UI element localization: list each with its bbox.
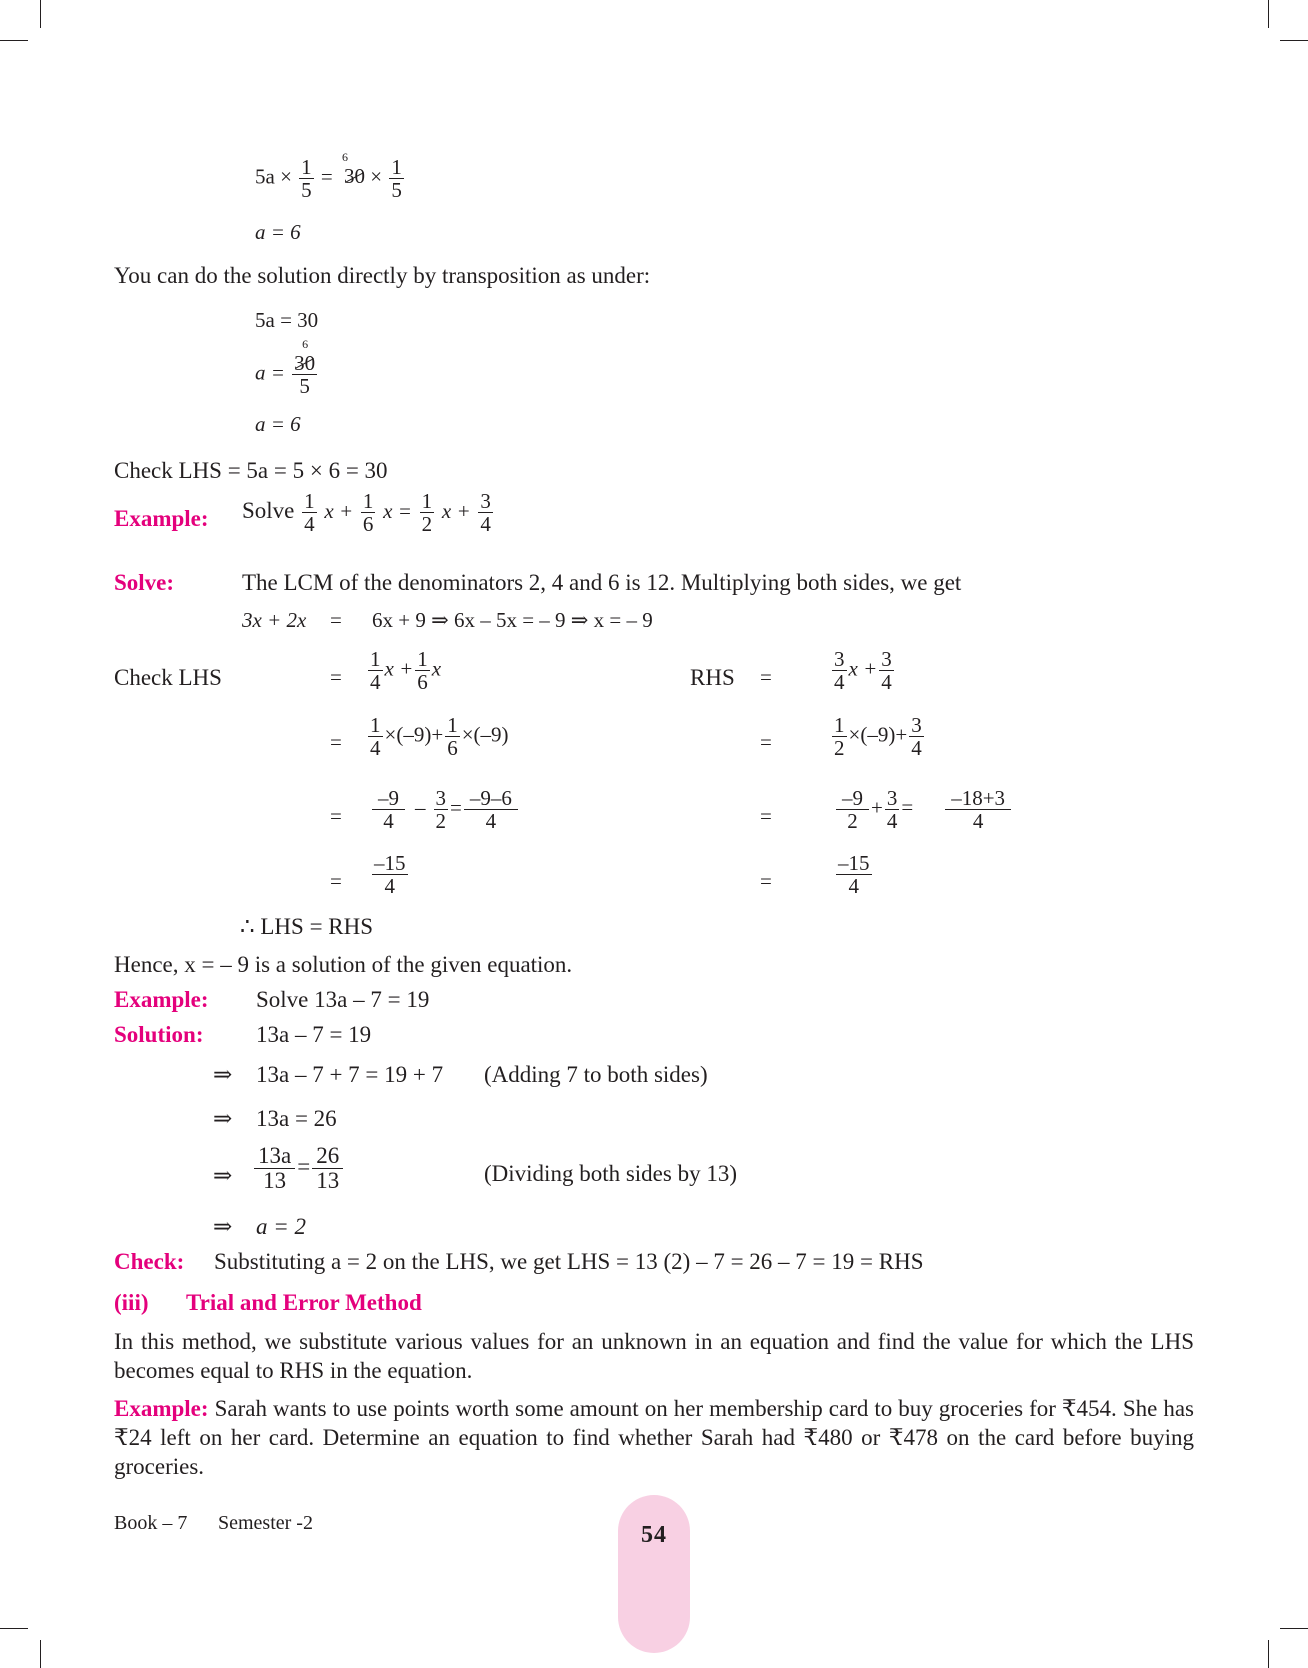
equals-sign: =	[330, 869, 342, 893]
lhs-row-4: $\frac{-15}{4}$	[374, 851, 406, 899]
rhs-row-2: $\frac{1}{2}$ ×(–9)+ $\frac{3}{4}$	[834, 713, 922, 761]
section-number: (iii)	[114, 1290, 149, 1315]
example-paragraph: Example: Sarah wants to use points worth some amount on her membership card to buy groceries for ₹454. She has ₹24 left on her card. Determine an equation to find whether Sarah had ₹480 or ₹478 on the card before buying groceries.	[114, 1396, 1194, 1479]
equals-sign: =	[320, 164, 333, 189]
solve-label: Solve:	[114, 570, 175, 595]
implies-arrow: ⇒	[213, 1106, 233, 1131]
check-text: Substituting a = 2 on the LHS, we get LHS = 13 (2) – 7 = 26 – 7 = 19 = RHS	[214, 1249, 924, 1274]
example-equation: Solve $\frac{1}{4}$ x + $\frac{1}{6}$ x = $\frac{1}{2}$ x + $\frac{3}{4}$	[242, 489, 491, 537]
solution-line: 13a – 7 + 7 = 19 + 7	[256, 1062, 444, 1087]
equation-lhs: 3x + 2x	[242, 608, 307, 632]
section-title: Trial and Error Method	[186, 1290, 422, 1315]
example-label: Example:	[114, 987, 209, 1012]
fraction: $\frac{1}{5}$	[391, 155, 402, 203]
rhs-label: RHS	[690, 665, 735, 690]
crop-mark	[1280, 1628, 1308, 1629]
math-text: 5a ×	[255, 164, 292, 189]
implies-arrow: ⇒	[213, 1062, 233, 1087]
equation-rhs: 6x + 9 ⇒ 6x – 5x = – 9 ⇒ x = – 9	[372, 608, 653, 632]
cancelled-number: 6 30	[342, 150, 366, 189]
crop-mark	[1280, 40, 1308, 41]
check-label: Check:	[114, 1249, 185, 1274]
solution-line: 13a – 7 = 19	[256, 1022, 372, 1047]
solution-note: (Dividing both sides by 13)	[484, 1161, 737, 1186]
equals-sign: =	[330, 665, 342, 689]
method-paragraph: In this method, we substitute various values for an unknown in an equation and find the value for which the LHS becomes equal to RHS in the equation.	[114, 1329, 1194, 1383]
equation-line: a = 6	[255, 412, 301, 436]
math-text: ×	[370, 164, 383, 189]
therefore-line: ∴ LHS = RHS	[240, 914, 374, 939]
crop-mark	[1268, 0, 1269, 28]
fraction: $\frac{1}{2}$	[421, 489, 433, 537]
equation-line: a = 6	[255, 220, 301, 244]
equals-sign: =	[760, 730, 772, 754]
fraction: $\frac{3}{4}$	[480, 489, 491, 537]
equals-sign: =	[330, 804, 342, 828]
check-line: Check LHS = 5a = 5 × 6 = 30	[114, 458, 388, 483]
crop-mark	[0, 40, 28, 41]
crop-mark	[0, 1628, 28, 1629]
hence-line: Hence, x = – 9 is a solution of the given equation.	[114, 952, 573, 977]
equals-sign: =	[760, 804, 772, 828]
page-number-badge	[618, 1495, 690, 1653]
check-lhs-label: Check LHS	[114, 665, 222, 690]
footer-book: Book – 7	[114, 1512, 188, 1534]
solution-label: Solution:	[114, 1022, 204, 1047]
footer-semester: Semester -2	[218, 1512, 313, 1534]
solve-text: The LCM of the denominators 2, 4 and 6 is 12. Multiplying both sides, we get	[242, 570, 962, 595]
fraction: $\frac{1}{4}$	[304, 489, 315, 537]
equation-line: 5a = 30	[255, 308, 319, 332]
fraction: 6 30 5	[294, 337, 316, 399]
implies-arrow: ⇒	[213, 1214, 233, 1239]
solution-note: (Adding 7 to both sides)	[484, 1062, 708, 1087]
rhs-row-4: $\frac{-15}{4}$	[838, 851, 870, 899]
solution-line: a = 2	[256, 1214, 307, 1239]
equation-line: a = 6 30 5	[255, 337, 316, 399]
equation-line	[255, 150, 406, 203]
equals-sign: =	[760, 665, 772, 689]
lhs-row-3: $\frac{-9}{4}$ – $\frac{3}{2}$ = $\frac{-9-6}{4}$	[370, 787, 520, 832]
solution-fraction-line: $\frac{13a}{13}$ = $\frac{26}{13}$	[252, 1144, 345, 1193]
fraction: $\frac{1}{5}$	[301, 155, 312, 203]
crop-mark	[1268, 1640, 1269, 1668]
rhs-row-1: $\frac{3}{4}$ x + $\frac{3}{4}$	[834, 647, 892, 695]
equals-sign: =	[330, 730, 342, 754]
solution-line: 13a = 26	[256, 1106, 337, 1131]
paragraph: You can do the solution directly by transposition as under:	[114, 263, 651, 288]
fraction: $\frac{1}{6}$	[362, 489, 374, 537]
lhs-row-1: $\frac{1}{4}$ x + $\frac{1}{6}$ x	[370, 647, 442, 695]
lhs-row-2: $\frac{1}{4}$ ×(–9)+ $\frac{1}{6}$ ×(–9)	[370, 713, 509, 761]
equals-sign: =	[330, 608, 342, 632]
rhs-row-3: $\frac{-9}{2}$ + $\frac{3}{4}$ = $\frac{-18+3}{4}$	[834, 787, 1013, 832]
equals-sign: =	[760, 869, 772, 893]
crop-mark	[40, 1640, 41, 1668]
page-number: 54	[641, 1522, 667, 1548]
crop-mark	[40, 0, 41, 28]
implies-arrow: ⇒	[213, 1163, 233, 1188]
example-label: Example:	[114, 506, 209, 531]
example-text: Solve 13a – 7 = 19	[256, 987, 430, 1012]
